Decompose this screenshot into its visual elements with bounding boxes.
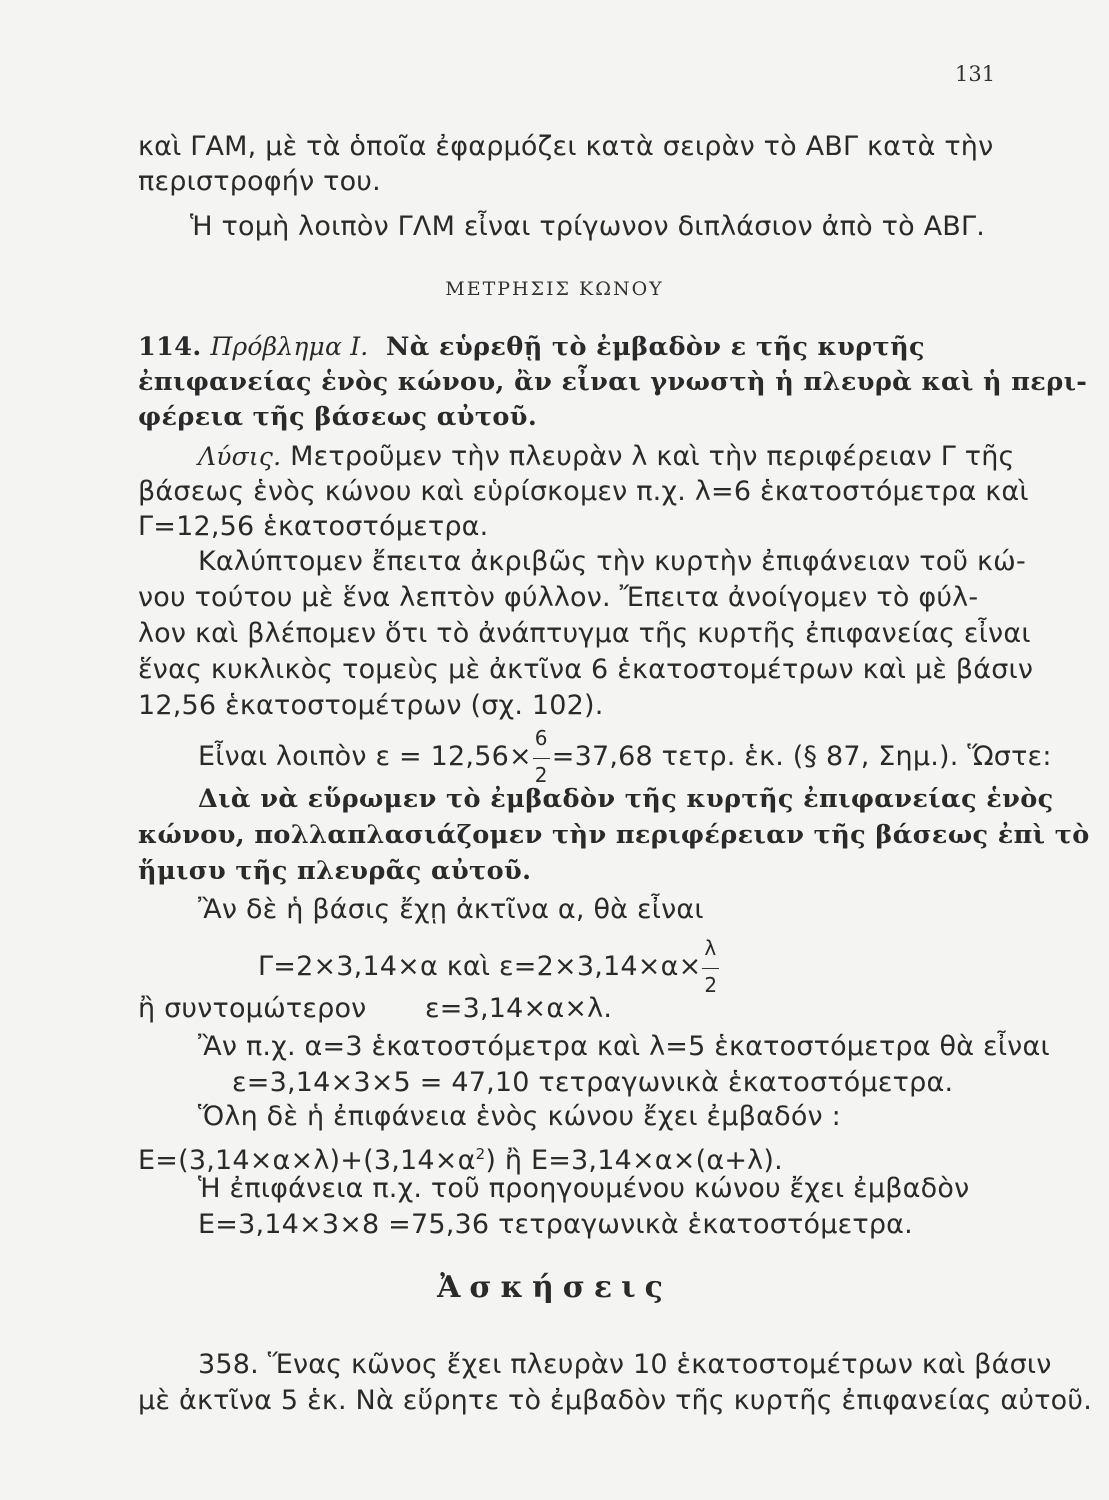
text-line: Ἡ ἐπιφάνεια π.χ. τοῦ προηγουμένου κώνου ἔχει ἐμβαδὸν bbox=[198, 1173, 970, 1204]
formula-line: Ε=3,14×3×8 =75,36 τετραγωνικὰ ἑκατοστόμετρα. bbox=[198, 1209, 913, 1240]
text-line: περιστροφήν του. bbox=[138, 166, 381, 197]
fraction: $\frac{\lambda}{2}$ bbox=[701, 950, 721, 984]
formula-line: ε=3,14×α×λ. bbox=[425, 993, 613, 1024]
text-line: ἕνας κυκλικὸς τομεὺς μὲ ἀκτῖνα 6 ἑκατοστομέτρων καὶ μὲ βάσιν bbox=[138, 654, 1034, 685]
formula-line: Εἶναι λοιπὸν ε = 12,56× $\frac{6}{2}$ =37,68 τετρ. ἑκ. (§ 87, Σημ.). Ὥστε: bbox=[198, 726, 1052, 787]
text-line: νου τούτου μὲ ἕνα λεπτὸν φύλλον. Ἔπειτα ἀνοίγομεν τὸ φύλ- bbox=[138, 582, 979, 613]
problem-statement-line: ἐπιφανείας ἑνὸς κώνου, ἂν εἶναι γνωστὴ ἡ πλευρὰ καὶ ἡ περι- bbox=[138, 367, 1088, 397]
exercises-heading: Ἀσκήσεις bbox=[437, 1270, 672, 1305]
problem-number: 114. bbox=[138, 332, 202, 362]
problem-statement: Νὰ εὑρεθῇ τὸ ἐμβαδὸν ε τῆς κυρτῆς bbox=[386, 332, 925, 362]
text-line: 12,56 ἑκατοστομέτρων (σχ. 102). bbox=[138, 690, 604, 721]
formula-line: Γ=2×3,14×α καὶ ε=2×3,14×α× $\frac{\lambda}{2}$ bbox=[258, 950, 721, 984]
text-line: Γ=12,56 ἑκατοστόμετρα. bbox=[138, 511, 489, 542]
rule-line: κώνου, πολλαπλασιάζομεν τὴν περιφέρειαν τῆς βάσεως ἐπὶ τὸ bbox=[138, 820, 1090, 850]
text-line: καὶ ΓΑΜ, μὲ τὰ ὁποῖα ἐφαρμόζει κατὰ σειρὰν τὸ ΑΒΓ κατὰ τὴν bbox=[138, 131, 994, 162]
text-line: βάσεως ἑνὸς κώνου καὶ εὑρίσκομεν π.χ. λ=6 ἑκατοστόμετρα καὶ bbox=[138, 476, 1029, 507]
text-line: Ὅλη δὲ ἡ ἐπιφάνεια ἑνὸς κώνου ἔχει ἐμβαδόν : bbox=[198, 1101, 841, 1132]
exercise-line: 358. Ἕνας κῶνος ἔχει πλευρὰν 10 ἑκατοστομέτρων καὶ βάσιν bbox=[198, 1349, 1052, 1380]
text-line: λον καὶ βλέπομεν ὅτι τὸ ἀνάπτυγμα τῆς κυρτῆς ἐπιφανείας εἶναι bbox=[138, 618, 1031, 649]
fraction: $\frac{6}{2}$ bbox=[532, 740, 552, 774]
text-line: Καλύπτομεν ἔπειτα ἀκριβῶς τὴν κυρτὴν ἐπιφάνειαν τοῦ κώ- bbox=[198, 546, 1026, 577]
rule-line: ἥμισυ τῆς πλευρᾶς αὐτοῦ. bbox=[138, 856, 532, 886]
problem-statement-line: φέρεια τῆς βάσεως αὐτοῦ. bbox=[138, 402, 538, 432]
formula-line: ε=3,14×3×5 = 47,10 τετραγωνικὰ ἑκατοστόμετρα. bbox=[232, 1067, 954, 1098]
exercise-line: μὲ ἀκτῖνα 5 ἑκ. Νὰ εὕρητε τὸ ἐμβαδὸν τῆς κυρτῆς ἐπιφανείας αὐτοῦ. bbox=[138, 1385, 1092, 1416]
rule-line: Διὰ νὰ εὕρωμεν τὸ ἐμβαδὸν τῆς κυρτῆς ἐπιφανείας ἑνὸς bbox=[198, 784, 1054, 814]
text-line: Ἂν δὲ ἡ βάσις ἔχῃ ἀκτῖνα α, θὰ εἶναι bbox=[198, 894, 704, 925]
text-line: Ἂν π.χ. α=3 ἑκατοστόμετρα καὶ λ=5 ἑκατοστόμετρα θὰ εἶναι bbox=[198, 1031, 1050, 1062]
text-line: ἢ συντομώτερον bbox=[138, 993, 367, 1024]
section-title: ΜΕΤΡΗΣΙΣ ΚΩΝΟΥ bbox=[445, 278, 664, 300]
text-line: Ἡ τομὴ λοιπὸν ΓΛΜ εἶναι τρίγωνον διπλάσιον ἀπὸ τὸ ΑΒΓ. bbox=[190, 211, 986, 242]
page-number: 131 bbox=[955, 62, 996, 86]
formula-line: $E=(3,14\times\alpha\times\lambda)+(3,14\times\alpha^2)$ ἢ Ε=3,14×α×(α+λ). bbox=[138, 1145, 783, 1176]
problem-label: Πρόβλημα Ι. bbox=[210, 332, 369, 361]
problem-heading bbox=[138, 330, 925, 364]
solution-line: Λύσις. Μετροῦμεν τὴν πλευρὰν λ καὶ τὴν περιφέρειαν Γ τῆς bbox=[198, 441, 1015, 472]
solution-label: Λύσις. bbox=[198, 442, 282, 471]
